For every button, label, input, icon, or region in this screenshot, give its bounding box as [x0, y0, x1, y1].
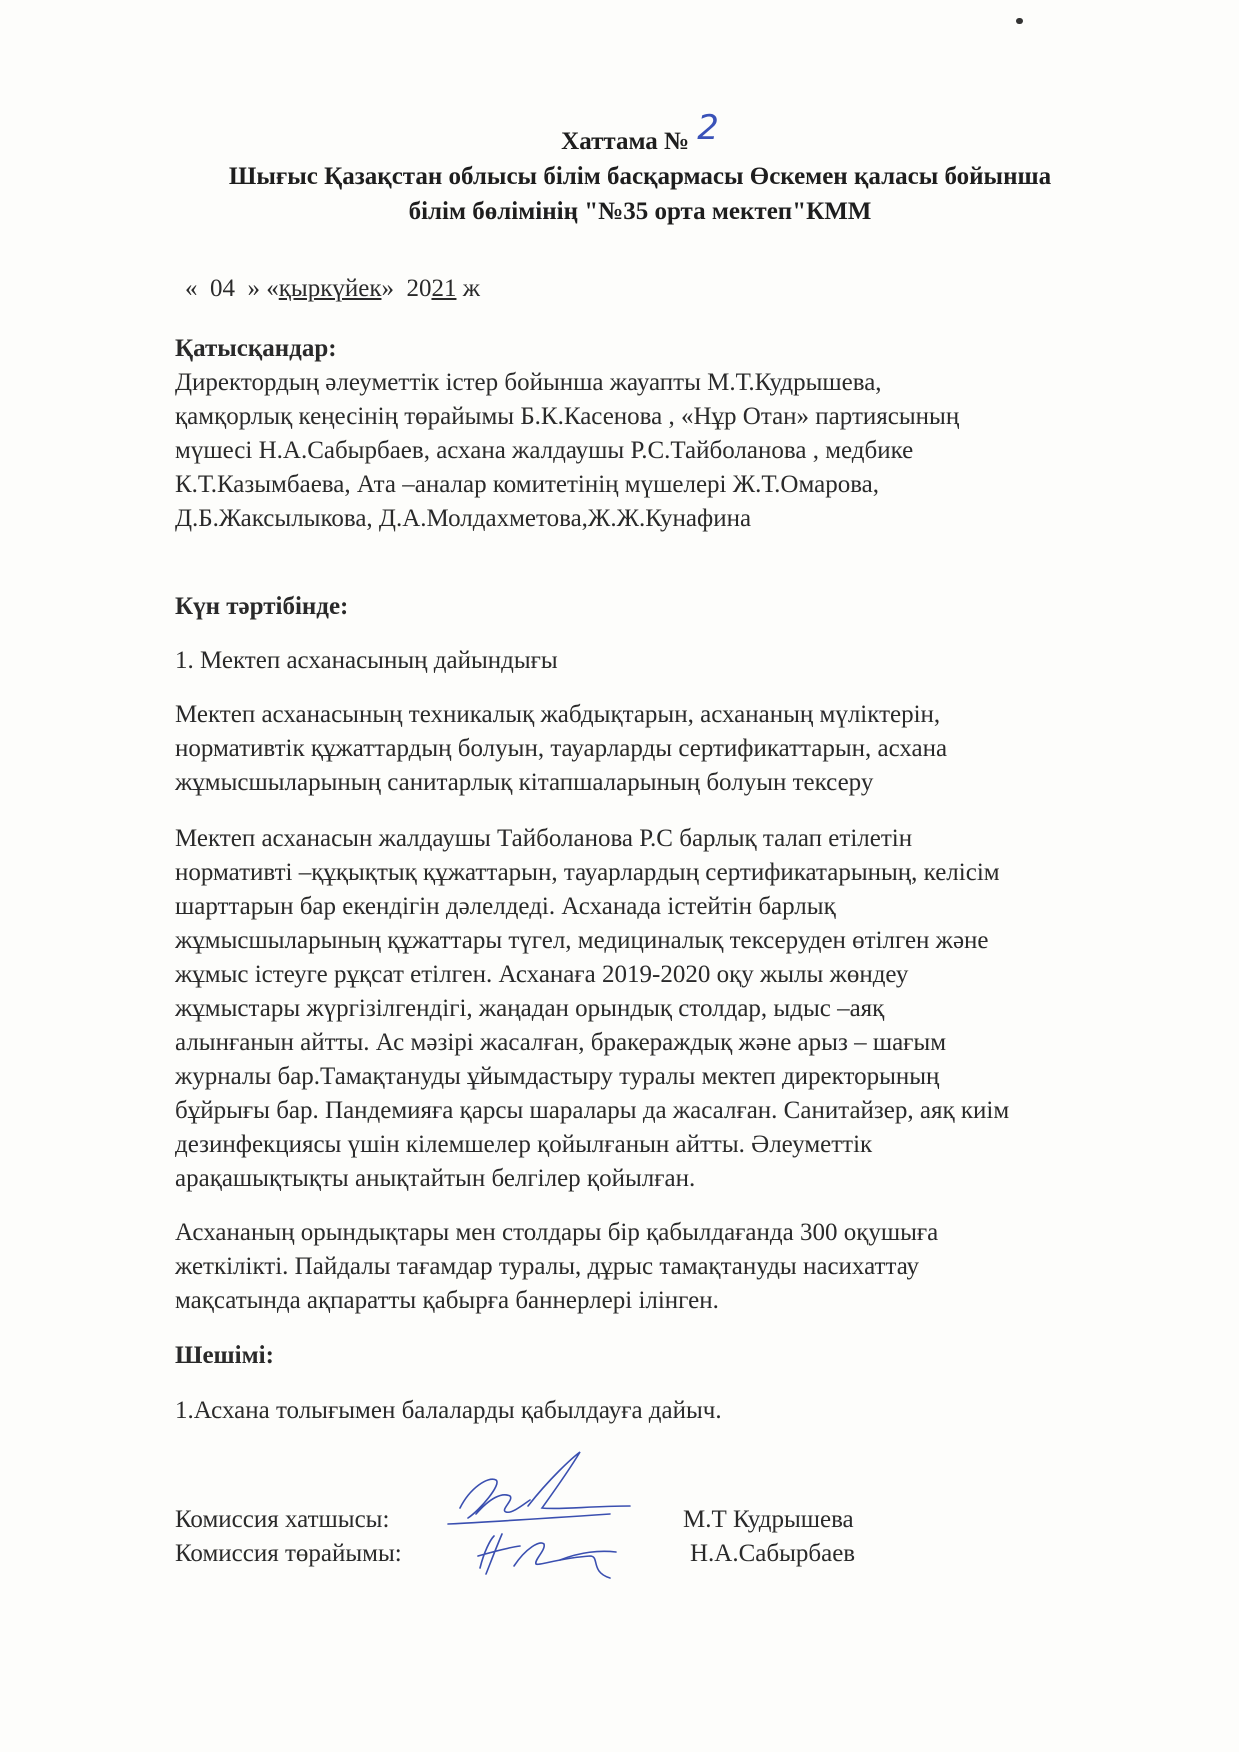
agenda-item: 1. Мектеп асханасының дайындығы — [175, 647, 558, 674]
decision-item: 1.Асхана толығымен балаларды қабылдауға дайыч. — [175, 1397, 722, 1424]
paragraph-line: арақашықтықты анықтайтын белгілер қойылған. — [175, 1165, 696, 1192]
date-day: 04 — [210, 275, 235, 302]
paragraph-inspection — [175, 698, 1155, 800]
agenda-heading: Күн тәртібінде: — [175, 593, 349, 620]
paragraph-line: мақсатында ақпаратты қабырға баннерлері ілінген. — [175, 1287, 719, 1314]
participants-list — [175, 366, 1155, 536]
paragraph-line: журналы бар.Тамақтануды ұйымдастыру туралы мектеп директорының — [175, 1063, 940, 1090]
paragraph-line: дезинфекциясы үшін кілемшелер қойылғанын айтты. Әлеуметтік — [175, 1131, 873, 1158]
date-year-start: 20 — [406, 275, 432, 302]
paragraph-line: Асхананың орындықтары мен столдары бір қабылдағанда 300 оқушыға — [175, 1219, 939, 1246]
participants-line: К.Т.Казымбаева, Ата –аналар комитетінің мүшелері Ж.Т.Омарова, — [175, 471, 880, 498]
paragraph-findings — [175, 822, 1155, 1196]
secretary-role: Комиссия хатшысы: — [175, 1506, 390, 1533]
chair-name: Н.А.Сабырбаев — [690, 1540, 856, 1567]
paragraph-capacity — [175, 1216, 1155, 1318]
participants-line: қамқорлық кеңесінің төрайымы Б.К.Касенова , «Нұр Отан» партиясының — [175, 403, 960, 430]
paragraph-line: бұйрығы бар. Пандемияға қарсы шаралары да жасалған. Санитайзер, аяқ киім — [175, 1097, 1010, 1124]
title-prefix: Хаттама № — [561, 128, 690, 155]
date-suffix: ж — [462, 275, 480, 302]
document-title — [150, 108, 1130, 160]
paragraph-line: шарттарын бар екендігін дәлелдеді. Асханада істейтін барлық — [175, 893, 836, 920]
decision-heading: Шешімі: — [175, 1342, 274, 1369]
secretary-name: М.Т Кудрышева — [683, 1506, 854, 1533]
date-open-quote: « — [185, 275, 198, 302]
participants-line: Д.Б.Жаксылыкова, Д.А.Молдахметова,Ж.Ж.Кунафина — [175, 505, 752, 532]
organization-line-1: Шығыс Қазақстан облысы білім басқармасы Өскемен қаласы бойынша — [228, 163, 1052, 190]
paragraph-line: Мектеп асханасының техникалық жабдықтарын, асхананың мүліктерін, — [175, 701, 941, 728]
date-month: қыркүйек — [278, 275, 382, 302]
organization-line-2: білім бөлімінің "№35 орта мектеп"КММ — [408, 198, 872, 225]
paragraph-line: жеткілікті. Пайдалы тағамдар туралы, дұрыс тамақтануды насихаттау — [175, 1253, 920, 1280]
paragraph-line: жұмысшыларының құжаттары түгел, медициналық тексеруден өтілген және — [175, 927, 989, 954]
handwritten-signatures — [440, 1448, 650, 1598]
document-date — [185, 273, 480, 305]
paragraph-line: Мектеп асханасын жалдаушы Тайболанова Р.С барлық талап етілетін — [175, 825, 913, 852]
paragraph-line: жұмыс істеуге рұқсат етілген. Асханаға 2019-2020 оқу жылы жөндеу — [175, 961, 909, 988]
date-year-end: 21 — [431, 275, 457, 302]
participants-line: Директордың әлеуметтік істер бойынша жауапты М.Т.Кудрышева, — [175, 369, 882, 396]
participants-heading: Қатысқандар: — [175, 335, 337, 362]
paragraph-line: нормативтік құжаттардың болуын, тауарларды сертификаттарын, асхана — [175, 735, 948, 762]
paragraph-line: алынғанын айтты. Ас мәзірі жасалған, бракераждық және арыз – шағым — [175, 1029, 947, 1056]
date-close-quote: » — [381, 275, 394, 302]
paragraph-line: жұмыстары жүргізілгендігі, жаңадан орындық столдар, ыдыс –аяқ — [175, 995, 885, 1022]
handwritten-protocol-number: 2 — [697, 108, 719, 148]
scan-speck — [1016, 18, 1023, 24]
chair-role: Комиссия төрайымы: — [175, 1540, 402, 1567]
date-mid-quote: » « — [247, 275, 279, 302]
participants-line: мүшесі Н.А.Сабырбаев, асхана жалдаушы Р.С.Тайболанова , медбике — [175, 437, 914, 464]
paragraph-line: нормативті –құқықтық құжаттарын, тауарлардың сертификатарының, келісім — [175, 859, 1000, 886]
paragraph-line: жұмысшыларының санитарлық кітапшаларының болуын тексеру — [175, 769, 874, 796]
